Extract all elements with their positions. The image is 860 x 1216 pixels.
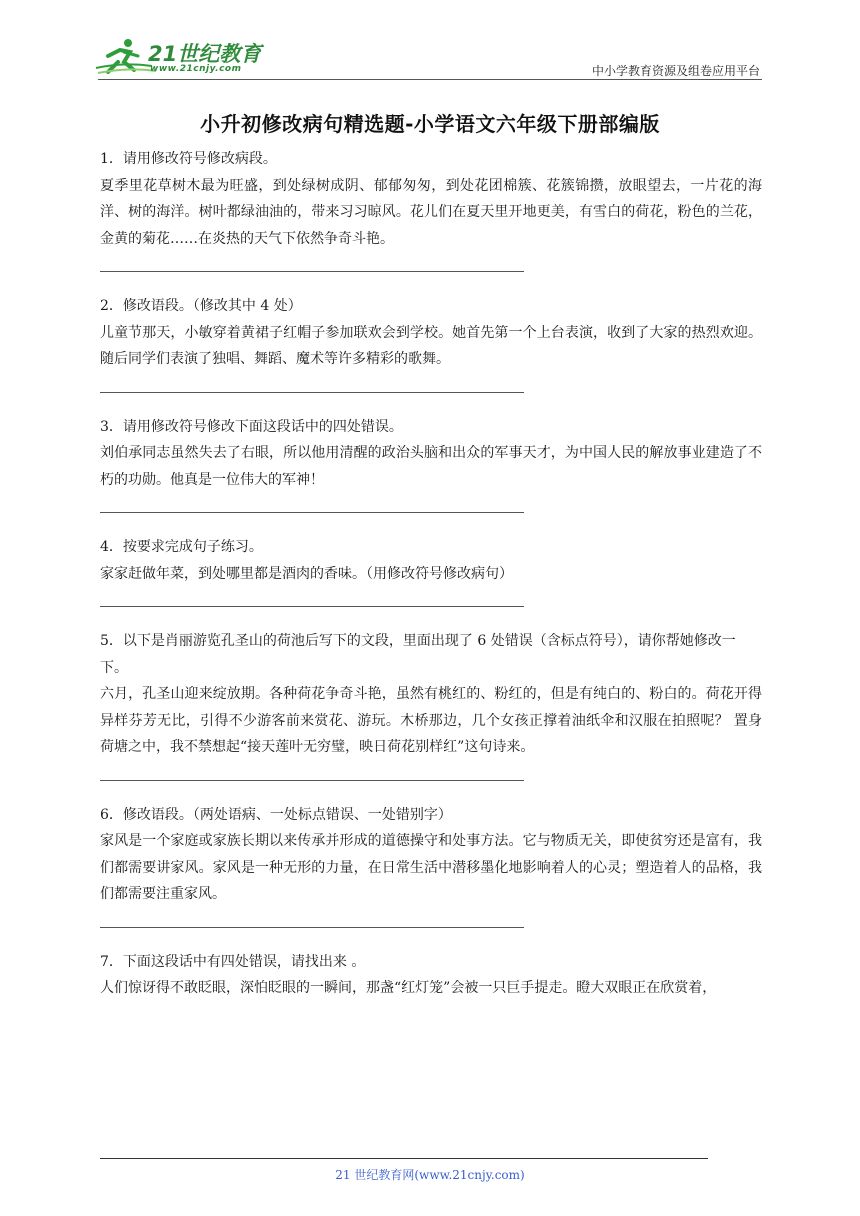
question-body: 刘伯承同志虽然失去了右眼，所以他用清醒的政治头脑和出众的军事天才，为中国人民的解放事业建造了不朽的功勋。他真是一位伟大的军神！ — [100, 445, 762, 488]
header-platform-text: 中小学教育资源及组卷应用平台 — [591, 64, 760, 78]
question-prompt: 1．请用修改符号修改病段。 — [100, 151, 277, 167]
question-prompt: 2．修改语段。（修改其中 4 处） — [100, 298, 302, 314]
footer-divider — [100, 1158, 708, 1159]
answer-line[interactable] — [100, 927, 524, 928]
question-2 — [100, 293, 762, 393]
question-5 — [100, 628, 762, 781]
question-4 — [100, 534, 762, 607]
question-body: 六月，孔圣山迎来绽放期。各种荷花争奇斗艳，虽然有桃红的、粉红的，但是有纯白的、粉白的。荷花开得异样芬芳无比，引得不少游客前来赏花、游玩。木桥那边，几个女孩正撑着油纸伞和汉服在拍照呢？ 置身荷塘之中，我不禁想起“接天莲叶无穷璧，映日荷花别样红”这句诗来。 — [100, 686, 762, 755]
question-prompt: 5．以下是肖丽游览孔圣山的荷池后写下的文段，里面出现了 6 处错误（含标点符号），请你帮她修改一下。 — [100, 633, 736, 676]
question-prompt: 7．下面这段话中有四处错误，请找出来 。 — [100, 953, 366, 970]
answer-line[interactable] — [100, 512, 524, 513]
footer-link[interactable]: 21 世纪教育网(www.21cnjy.com) — [335, 1168, 525, 1182]
header-divider — [98, 79, 762, 80]
question-body: 家风是一个家庭或家族长期以来传承并形成的道德操守和处事方法。它与物质无关，即使贫穷还是富有，我们都需要讲家风。家风是一种无形的力量，在日常生活中潜移墨化地影响着人的心灵；塑造着人的品格，我们都需要注重家风。 — [100, 833, 762, 902]
answer-line[interactable] — [100, 392, 524, 393]
question-body: 家家赶做年菜，到处哪里都是酒肉的香味。（用修改符号修改病句） — [100, 565, 513, 582]
question-body: 儿童节那天，小敏穿着黄裙子红帽子参加联欢会到学校。她首先第一个上台表演，收到了大家的热烈欢迎。随后同学们表演了独唱、舞蹈、魔术等许多精彩的歌舞。 — [100, 324, 762, 367]
question-prompt: 4．按要求完成句子练习。 — [100, 539, 263, 555]
answer-line[interactable] — [100, 780, 524, 781]
answer-line[interactable] — [100, 606, 524, 607]
question-1 — [100, 146, 762, 272]
questions-list — [100, 146, 762, 1002]
question-prompt: 6．修改语段。（两处语病、一处标点错误、一处错别字） — [100, 806, 452, 823]
question-7 — [100, 949, 762, 1002]
question-body: 夏季里花草树木最为旺盛，到处绿树成阴、郁郁匆匆，到处花团棉簇、花簇锦攒，放眼望去，一片花的海洋、树的海洋。树叶都绿油油的，带来习习晾风。花儿们在夏天里开地更美，有雪白的荷花，粉色的兰花，金黄的菊花……在炎热的天气下依然争奇斗艳。 — [100, 177, 762, 247]
question-3 — [100, 414, 762, 514]
logo-url: www.21cnjy.com — [150, 64, 242, 74]
logo-text: 21世纪教育 — [148, 42, 262, 66]
question-prompt: 3．请用修改符号修改下面这段话中的四处错误。 — [100, 418, 403, 435]
answer-line[interactable] — [100, 271, 524, 272]
question-body: 人们惊讶得不敢眨眼，深怕眨眼的一瞬间，那盏“红灯笼”会被一只巨手提走。瞪大双眼正在欣赏着， — [100, 980, 717, 996]
question-6 — [100, 802, 762, 928]
site-logo — [94, 36, 264, 78]
page-title: 小升初修改病句精选题-小学语文六年级下册部编版 — [200, 112, 660, 136]
